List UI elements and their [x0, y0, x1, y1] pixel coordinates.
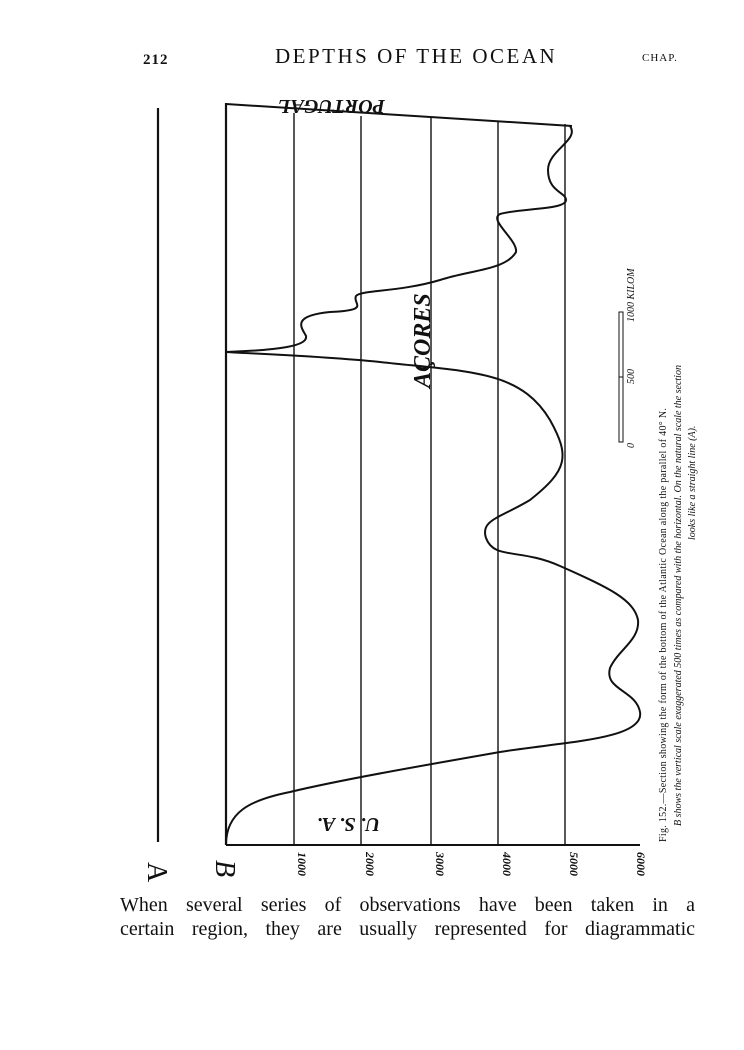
depth-label-3000: 3000 [433, 852, 447, 876]
body-paragraph [120, 893, 695, 941]
depth-label-4000: 4000 [500, 852, 514, 876]
line-label-b: B [209, 860, 240, 878]
depth-label-2000: 2000 [363, 852, 377, 876]
label-portugal: PORTUGAL [278, 95, 385, 117]
figure-caption [658, 365, 698, 842]
chapter-abbreviation: CHAP. [642, 52, 678, 64]
scale-label-500: 500 [626, 369, 637, 384]
body-line-2: certain region, they are usually represented for diagrammatic [120, 918, 695, 940]
label-acores: AÇORES [410, 293, 436, 388]
page-number: 212 [143, 52, 169, 68]
scale-label-0: 0 [626, 443, 637, 448]
scale-bar [619, 268, 637, 448]
caption-line-1: Fig. 152.—Section showing the form of the bottom of the Atlantic Ocean along the parallel of 40° N. [658, 407, 669, 842]
label-usa: U. S. A. [316, 813, 380, 835]
depth-label-6000: 6000 [634, 852, 648, 876]
frame-top [226, 104, 572, 126]
scale-label-1000: 1000 KILOM [626, 268, 637, 322]
body-line-1: When several series of observations have been taken in a [120, 894, 695, 916]
depth-label-1000: 1000 [295, 852, 309, 876]
depth-label-5000: 5000 [567, 852, 581, 876]
caption-line-2: B shows the vertical scale exaggerated 500 times as compared with the horizontal. On the natural scale the section [673, 365, 684, 826]
line-label-a: A [141, 862, 172, 883]
caption-line-3: looks like a straight line (A). [687, 425, 698, 540]
running-title: DEPTHS OF THE OCEAN [275, 44, 558, 68]
depth-labels [295, 851, 648, 876]
ocean-floor-profile [226, 126, 640, 845]
